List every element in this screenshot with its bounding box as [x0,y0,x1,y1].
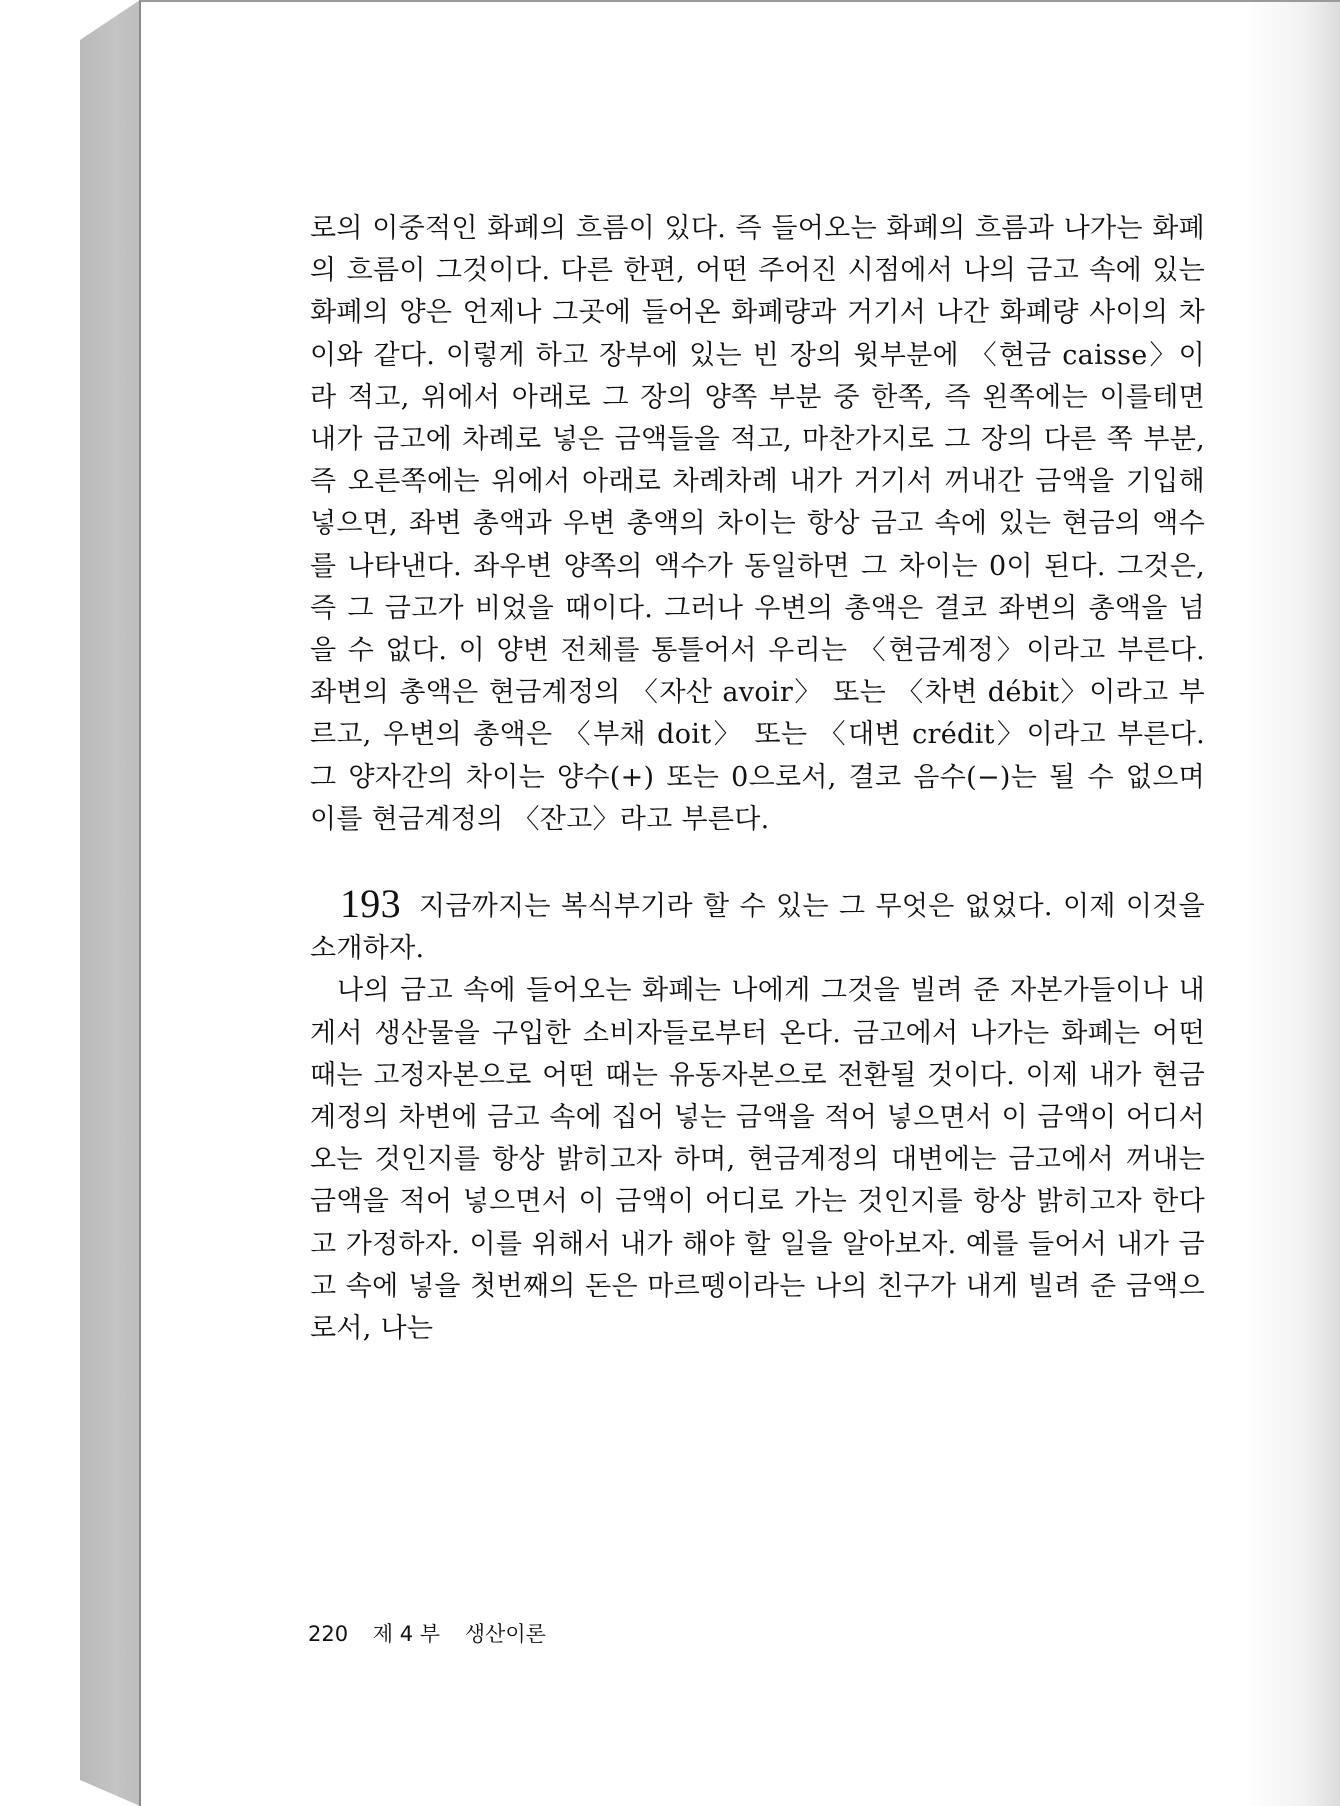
footer-part: 제 4 부 [372,1622,441,1646]
paragraph-193 [310,883,1205,970]
paragraph-1: 로의 이중적인 화폐의 흐름이 있다. 즉 들어오는 화폐의 흐름과 나가는 화폐의 흐름이 그것이다. 다른 한편, 어떤 주어진 시점에서 나의 금고 속에 있는 화폐의 양은 언제나 그곳에 들어온 화폐량과 거기서 나간 화폐량 사이의 차이와 같다. 이렇게 하고 장부에 있는 빈 장의 윗부분에 〈현금 caisse〉이라 적고, 위에서 아래로 그 장의 양쪽 부분 중 한쪽, 즉 왼쪽에는 이를테면 내가 금고에 차례로 넣은 금액들을 적고, 마찬가지로 그 장의 다른 쪽 부분, 즉 오른쪽에는 위에서 아래로 차례차례 내가 거기서 꺼내간 금액을 기입해 넣으면, 좌변 총액과 우변 총액의 차이는 항상 금고 속에 있는 현금의 액수를 나타낸다. 좌우변 양쪽의 액수가 동일하면 그 차이는 0이 된다. 그것은, 즉 그 금고가 비었을 때이다. 그러나 우변의 총액은 결코 좌변의 총액을 넘을 수 없다. 이 양변 전체를 통틀어서 우리는 〈현금계정〉이라고 부른다. 좌변의 총액은 현금계정의 〈자산 avoir〉 또는 〈차변 débit〉이라고 부르고, 우변의 총액은 〈부채 doit〉 또는 〈대변 crédit〉이라고 부른다. 그 양자간의 차이는 양수(+) 또는 0으로서, 결코 음수(−)는 될 수 없으며 이를 현금계정의 〈잔고〉라고 부른다. [310,213,1205,835]
page-number: 220 [308,1622,349,1646]
section-number: 193 [340,881,401,927]
paragraph-3: 나의 금고 속에 들어오는 화폐는 나에게 그것을 빌려 준 자본가들이나 내게서 생산물을 구입한 소비자들로부터 온다. 금고에서 나가는 화폐는 어떤 때는 고정자본으로 어떤 때는 유동자본으로 전환될 것이다. 이제 내가 현금계정의 차변에 금고 속에 집어 넣는 금액을 적어 넣으면서 이 금액이 어디서 오는 것인지를 항상 밝히고자 하며, 현금계정의 대변에는 금고에서 꺼내는 금액을 적어 넣으면서 이 금액이 어디로 가는 것인지를 항상 밝히고자 한다고 가정하자. 이를 위해서 내가 해야 할 일을 알아보자. 예를 들어서 내가 금고 속에 넣을 첫번째의 돈은 마르뗑이라는 나의 친구가 내게 빌려 준 금액으로서, 나는 [310,975,1205,1345]
paragraph-193-text: 지금까지는 복식부기라 할 수 있는 그 무엇은 없었다. 이제 이것을 소개하자. [310,891,1205,965]
footer-title: 생산이론 [464,1622,546,1646]
page-footer [308,1618,564,1648]
book-spine [80,0,140,1806]
page-body [310,208,1205,1350]
